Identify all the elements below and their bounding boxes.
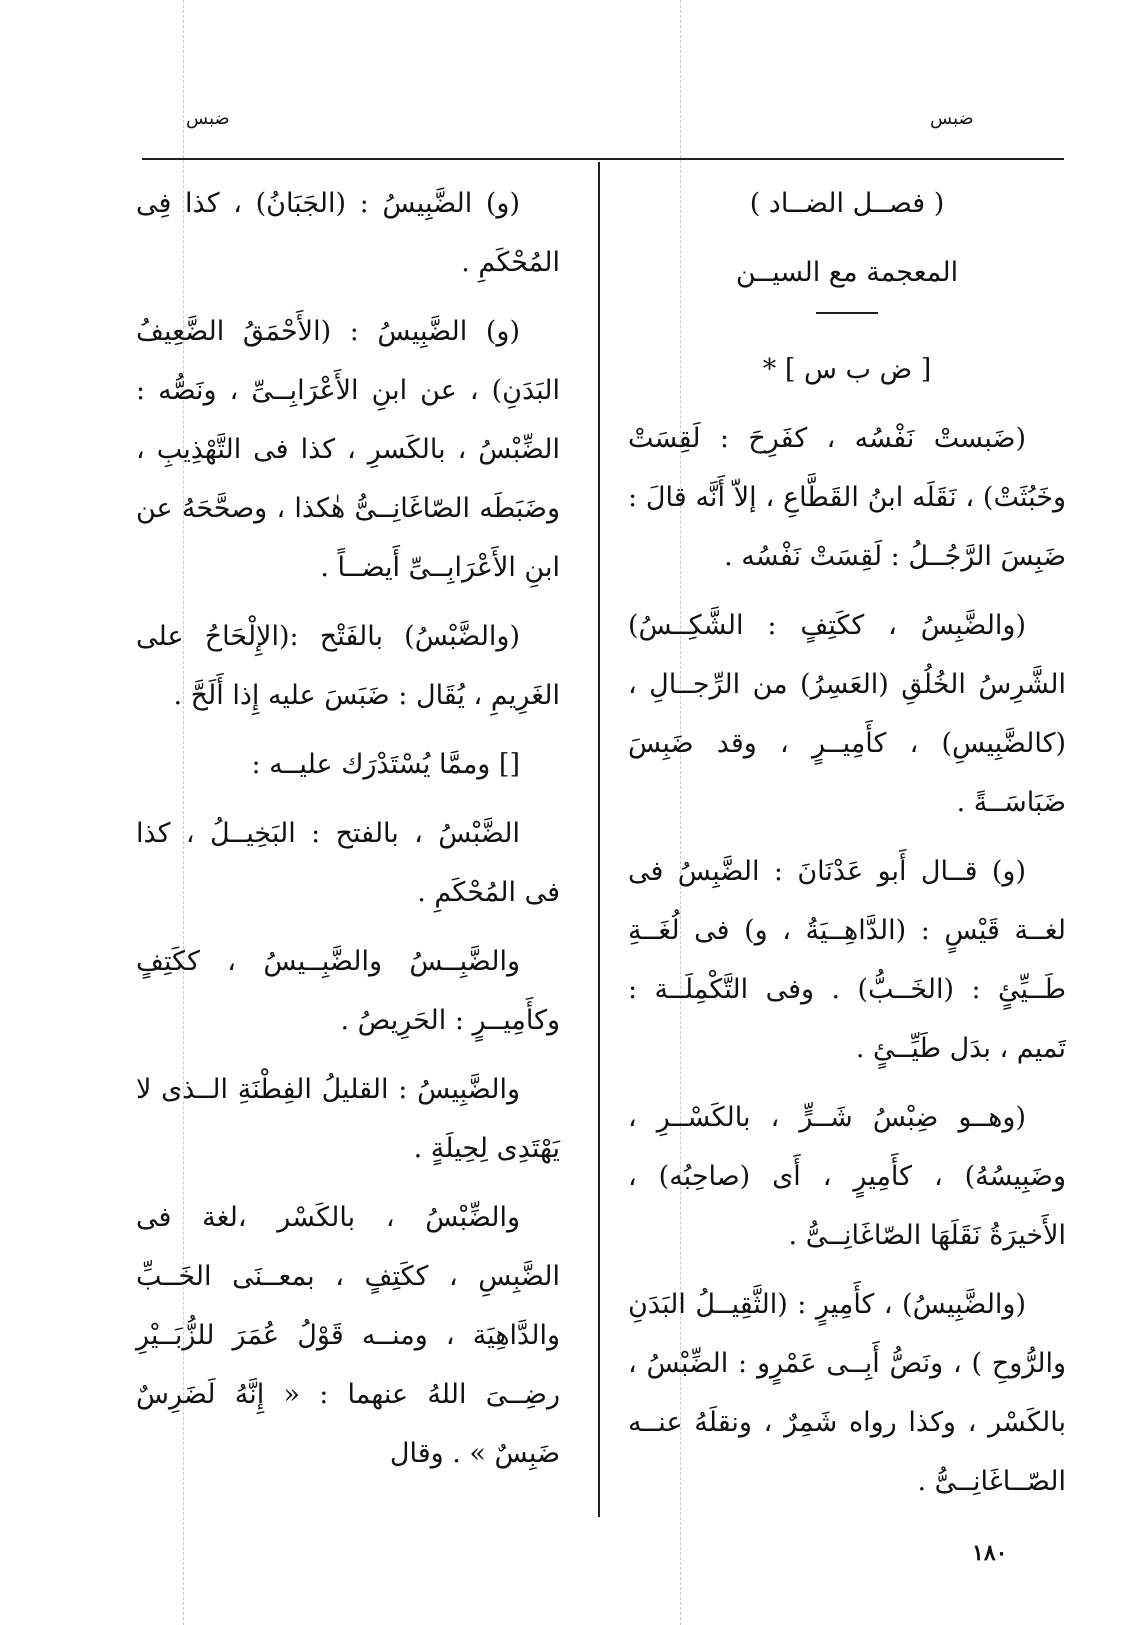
running-header-left: ضبس <box>186 108 230 129</box>
entry-paragraph: الضَّبْسُ ، بالفتح : البَخِيــلُ ، كذا فى المُحْكَمِ . <box>136 818 560 908</box>
entry-paragraph: والضِّبْسُ ، بالكَسْر ،لغة فى الضَّبِسِ ، ككَتِفٍ ، بمعــنَى الخَــبِّ والدَّاهِيَة ، ومنــه قَوْلُ عُمَرَ للزُّبَــيْرِ رضِــىَ اللهُ عنهما : « إِنَّهُ لَضَرِسٌ ضَبِسٌ » . وقال <box>136 1202 560 1469</box>
running-header-right: ضبس <box>930 108 974 129</box>
entry-paragraph: (ضَبستْ نَفْسُه ، كفَرِحَ : لَقِسَتْ وخَبُثَتْ) ، نَقَلَه ابنُ القَطَّاعِ ، إلاّ أَنَّه قالَ : ضَبِسَ الرَّجُــلُ : لَقِسَتْ نَفْسُه . <box>628 423 1066 572</box>
entry-paragraph: (وهــو ضِبْسُ شَــرٍّ ، بالكَسْــرِ ، وضَبِيسُهُ) ، كأَمِيرٍ ، أَى (صاحِبُه) ، الأَخيرَةُ نَقَلَهَا الصّاغَانِــىُّ . <box>628 1102 1066 1251</box>
entry-paragraph: (والضَّبِيسُ) ، كأَمِيرٍ : (الثَّقِيــلُ البَدَنِ والرُّوحِ ) ، ونَصُّ أَبِــى عَمْرٍو : الضِّبْسُ ، بالكَسْر ، وكذا رواه شَمِرٌ ، ونقلَهُ عنــه الصّــاغَانِــىُّ . <box>628 1289 1066 1497</box>
entry-paragraph: (و) قــال أَبو عَدْنَانَ : الضَّبِسُ فى لغــة قَيْسٍ : (الدَّاهِــيَةُ ، و) فى لُغَــةِ طَــيِّئٍ : (الخَــبُّ) . وفى التَّكْمِلَــة : تَميم ، بدَل طَيِّــئٍ . <box>628 856 1066 1064</box>
right-column <box>628 174 1066 1521</box>
column-divider <box>598 162 600 1517</box>
section-rule <box>816 312 878 314</box>
page-number: ١٨٠ <box>972 1540 1008 1566</box>
entry-paragraph: والضَّبِيسُ : القليلُ الفِطْنَةِ الــذى لا يَهْتَدِى لِحِيلَةٍ . <box>136 1074 560 1164</box>
entry-paragraph: (و) الضَّبِيسُ : (الجَبَانُ) ، كذا فِى المُحْكَمِ . <box>136 188 560 278</box>
entry-paragraph: (والضَّبِسُ ، ككَتِفٍ : الشَّكِــسُ) الشَّرِسُ الخُلُقِ (العَسِرُ) من الرِّجــالِ ، (كالضَّبِيسِ) ، كأَمِيــرٍ ، وقد ضَبِسَ ضَبَاسَــةً . <box>628 610 1066 818</box>
supplement-heading: [] وممَّا يُسْتَدْرَك عليــه : <box>251 749 520 780</box>
entry-paragraph: والضَّبِــسُ والضَّبِــيسُ ، ككَتِفٍ وكأَمِيــرٍ : الحَرِيصُ . <box>136 946 560 1036</box>
section-subtitle: المعجمة مع السيــن <box>735 257 959 288</box>
header-rule <box>142 158 1064 160</box>
left-column <box>136 174 560 1493</box>
root-heading: [ ض ب س ] * <box>762 354 932 385</box>
entry-paragraph: (و) الضَّبِيسُ : (الأَحْمَقُ الضَّعِيفُ البَدَنِ) ، عن ابنِ الأَعْرَابِــىِّ ، ونَصُّه : الضِّبْسُ ، بالكَسرِ ، كذا فى التَّهْذِيبِ ، وضَبَطَه الصّاغَانِــىُّ هٰكذا ، وصحَّحَهُ عن ابنِ الأَعْرَابِــىِّ أَيضــاً . <box>136 316 560 583</box>
entry-paragraph: (والضَّبْسُ) بالفَتْح :(الإِلْحَاحُ على الغَرِيمِ ، يُقَال : ضَبَسَ عليه إِذا أَلَحَّ . <box>136 621 560 711</box>
section-title: ( فصــل الضــاد ) <box>749 188 945 219</box>
